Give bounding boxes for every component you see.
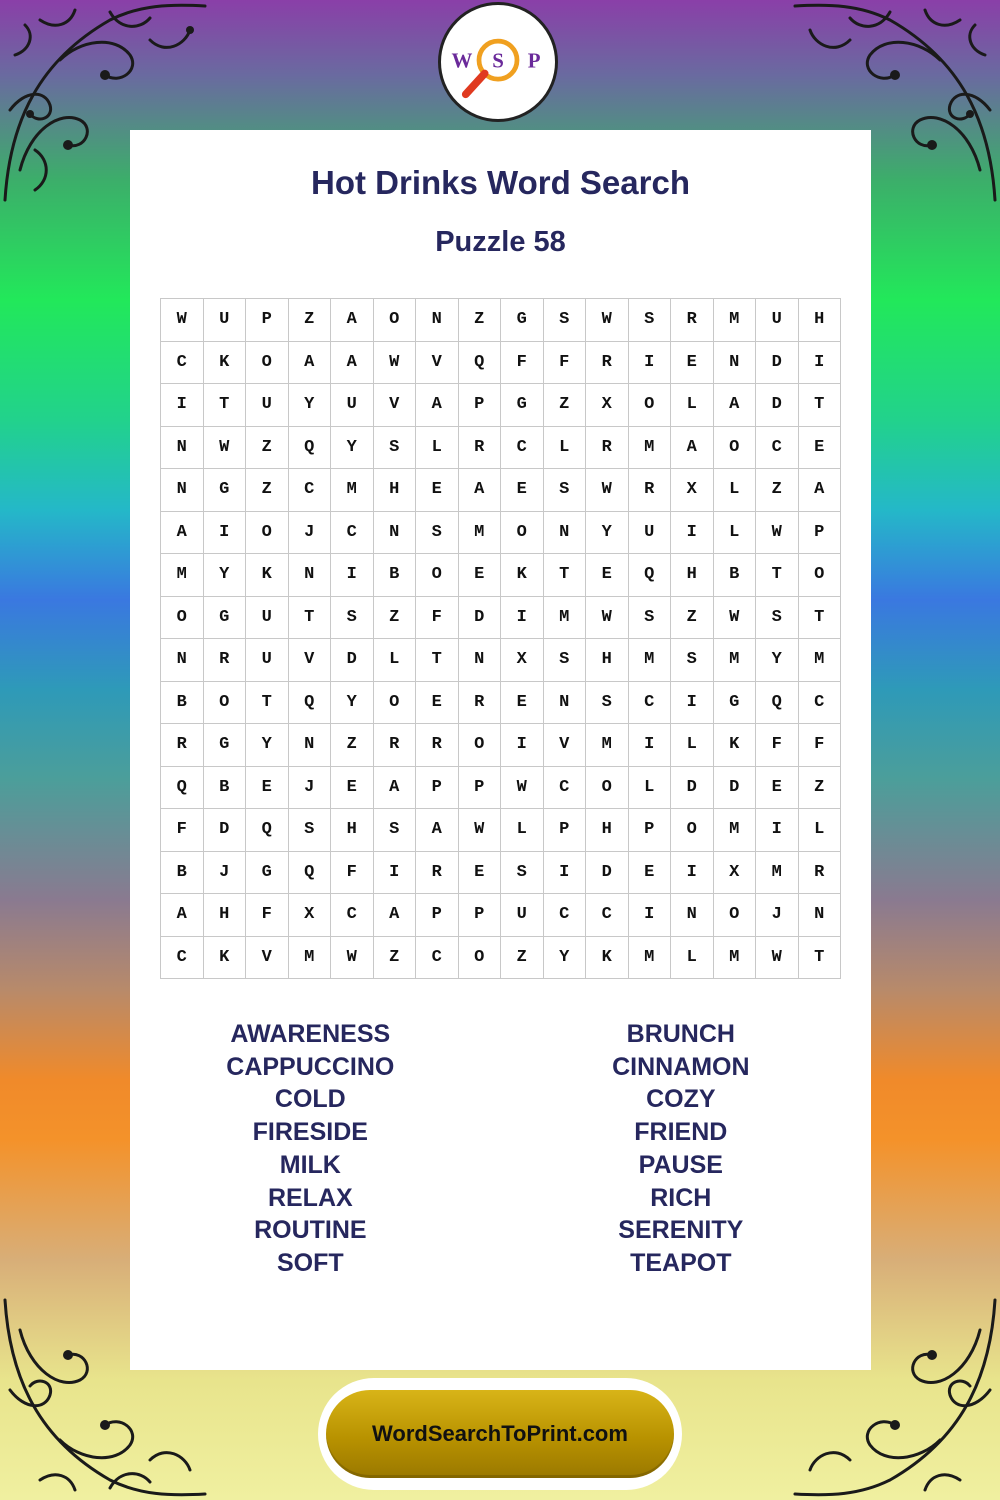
grid-cell[interactable]: N bbox=[671, 894, 714, 937]
word-item: CAPPUCCINO bbox=[226, 1052, 395, 1081]
grid-cell[interactable]: S bbox=[501, 852, 544, 895]
grid-cell[interactable]: R bbox=[204, 639, 247, 682]
grid-cell[interactable]: U bbox=[246, 639, 289, 682]
grid-cell[interactable]: C bbox=[501, 427, 544, 470]
grid-cell[interactable]: P bbox=[459, 894, 502, 937]
grid-cell[interactable]: O bbox=[459, 724, 502, 767]
grid-cell[interactable]: Y bbox=[331, 427, 374, 470]
grid-cell[interactable]: Z bbox=[544, 384, 587, 427]
grid-cell[interactable]: O bbox=[204, 682, 247, 725]
grid-cell[interactable]: Y bbox=[586, 512, 629, 555]
grid-cell[interactable]: E bbox=[586, 554, 629, 597]
grid-cell[interactable]: O bbox=[799, 554, 842, 597]
logo-letter-s: S bbox=[492, 48, 504, 73]
grid-cell[interactable]: S bbox=[289, 809, 332, 852]
grid-cell[interactable]: S bbox=[756, 597, 799, 640]
grid-cell[interactable]: Z bbox=[374, 937, 417, 980]
grid-cell[interactable]: S bbox=[331, 597, 374, 640]
grid-cell[interactable]: D bbox=[756, 384, 799, 427]
grid-cell[interactable]: L bbox=[671, 384, 714, 427]
grid-cell[interactable]: C bbox=[799, 682, 842, 725]
grid-cell[interactable]: H bbox=[586, 639, 629, 682]
grid-cell[interactable]: E bbox=[629, 852, 672, 895]
grid-cell[interactable]: N bbox=[544, 682, 587, 725]
grid-cell[interactable]: J bbox=[289, 767, 332, 810]
grid-cell[interactable]: Q bbox=[459, 342, 502, 385]
grid-cell[interactable]: Z bbox=[331, 724, 374, 767]
grid-cell[interactable]: A bbox=[671, 427, 714, 470]
word-item: RICH bbox=[650, 1183, 712, 1212]
grid-cell[interactable]: M bbox=[459, 512, 502, 555]
grid-cell[interactable]: C bbox=[586, 894, 629, 937]
grid-cell[interactable]: D bbox=[586, 852, 629, 895]
grid-cell[interactable]: M bbox=[799, 639, 842, 682]
grid-cell[interactable]: T bbox=[799, 597, 842, 640]
grid-cell[interactable]: E bbox=[671, 342, 714, 385]
grid-cell[interactable]: Y bbox=[756, 639, 799, 682]
grid-cell[interactable]: W bbox=[331, 937, 374, 980]
grid-cell[interactable]: B bbox=[161, 852, 204, 895]
word-item: COLD bbox=[274, 1085, 346, 1114]
grid-cell[interactable]: D bbox=[671, 767, 714, 810]
grid-cell[interactable]: N bbox=[289, 724, 332, 767]
word-item: FRIEND bbox=[634, 1118, 728, 1147]
grid-cell[interactable]: W bbox=[756, 937, 799, 980]
grid-cell[interactable]: I bbox=[501, 597, 544, 640]
grid-cell[interactable]: L bbox=[799, 809, 842, 852]
grid-cell[interactable]: U bbox=[756, 299, 799, 342]
grid-cell[interactable]: P bbox=[416, 767, 459, 810]
grid-cell[interactable]: C bbox=[161, 937, 204, 980]
grid-cell[interactable]: R bbox=[416, 852, 459, 895]
grid-cell[interactable]: I bbox=[629, 342, 672, 385]
magnifier-logo-icon bbox=[441, 5, 555, 119]
grid-cell[interactable]: F bbox=[161, 809, 204, 852]
grid-cell[interactable]: L bbox=[374, 639, 417, 682]
grid-cell[interactable]: M bbox=[161, 554, 204, 597]
grid-cell[interactable]: I bbox=[671, 682, 714, 725]
grid-cell[interactable]: O bbox=[246, 342, 289, 385]
grid-cell[interactable]: G bbox=[714, 682, 757, 725]
grid-cell[interactable]: P bbox=[629, 809, 672, 852]
grid-cell[interactable]: W bbox=[586, 597, 629, 640]
grid-cell[interactable]: M bbox=[289, 937, 332, 980]
logo-letter-w: W bbox=[451, 48, 473, 73]
word-item: SOFT bbox=[276, 1248, 344, 1277]
grid-cell[interactable]: M bbox=[756, 852, 799, 895]
grid-cell[interactable]: O bbox=[416, 554, 459, 597]
grid-cell[interactable]: E bbox=[331, 767, 374, 810]
grid-cell[interactable]: Z bbox=[374, 597, 417, 640]
grid-cell[interactable]: C bbox=[331, 894, 374, 937]
grid-cell[interactable]: E bbox=[756, 767, 799, 810]
grid-cell[interactable]: L bbox=[501, 809, 544, 852]
grid-cell[interactable]: H bbox=[799, 299, 842, 342]
word-item: SERENITY bbox=[618, 1216, 744, 1245]
grid-cell[interactable]: V bbox=[374, 384, 417, 427]
grid-cell[interactable]: E bbox=[459, 554, 502, 597]
grid-cell[interactable]: C bbox=[629, 682, 672, 725]
grid-cell[interactable]: C bbox=[544, 767, 587, 810]
grid-cell[interactable]: L bbox=[544, 427, 587, 470]
word-item: TEAPOT bbox=[630, 1248, 732, 1277]
grid-cell[interactable]: N bbox=[714, 342, 757, 385]
grid-cell[interactable]: Z bbox=[799, 767, 842, 810]
grid-cell[interactable]: Y bbox=[204, 554, 247, 597]
grid-cell[interactable]: L bbox=[714, 469, 757, 512]
grid-cell[interactable]: N bbox=[459, 639, 502, 682]
grid-cell[interactable]: N bbox=[544, 512, 587, 555]
grid-cell[interactable]: L bbox=[629, 767, 672, 810]
grid-cell[interactable]: D bbox=[204, 809, 247, 852]
grid-cell[interactable]: S bbox=[629, 597, 672, 640]
grid-cell[interactable]: B bbox=[714, 554, 757, 597]
grid-cell[interactable]: P bbox=[416, 894, 459, 937]
grid-cell[interactable]: C bbox=[544, 894, 587, 937]
grid-cell[interactable]: N bbox=[289, 554, 332, 597]
grid-cell[interactable]: Y bbox=[246, 724, 289, 767]
grid-cell[interactable]: P bbox=[459, 767, 502, 810]
grid-cell[interactable]: R bbox=[416, 724, 459, 767]
grid-cell[interactable]: Q bbox=[246, 809, 289, 852]
grid-cell[interactable]: K bbox=[714, 724, 757, 767]
grid-cell[interactable]: F bbox=[756, 724, 799, 767]
grid-cell[interactable]: B bbox=[204, 767, 247, 810]
grid-cell[interactable]: H bbox=[374, 469, 417, 512]
grid-cell[interactable]: A bbox=[331, 342, 374, 385]
puzzle-number: Puzzle 58 bbox=[435, 226, 566, 258]
grid-cell[interactable]: I bbox=[374, 852, 417, 895]
grid-cell[interactable]: L bbox=[416, 427, 459, 470]
grid-cell[interactable]: A bbox=[161, 894, 204, 937]
word-item: ROUTINE bbox=[254, 1216, 367, 1245]
grid-cell[interactable]: H bbox=[204, 894, 247, 937]
grid-cell[interactable]: N bbox=[416, 299, 459, 342]
grid-cell[interactable]: S bbox=[671, 639, 714, 682]
grid-cell[interactable]: E bbox=[459, 852, 502, 895]
grid-cell[interactable]: R bbox=[629, 469, 672, 512]
grid-cell[interactable]: V bbox=[246, 937, 289, 980]
grid-cell[interactable]: B bbox=[161, 682, 204, 725]
grid-cell[interactable]: M bbox=[714, 809, 757, 852]
grid-cell[interactable]: X bbox=[586, 384, 629, 427]
grid-cell[interactable]: H bbox=[331, 809, 374, 852]
grid-cell[interactable]: X bbox=[289, 894, 332, 937]
grid-cell[interactable]: C bbox=[161, 342, 204, 385]
grid-cell[interactable]: E bbox=[416, 682, 459, 725]
grid-cell[interactable]: N bbox=[374, 512, 417, 555]
grid-cell[interactable]: I bbox=[756, 809, 799, 852]
grid-cell[interactable]: Q bbox=[289, 427, 332, 470]
grid-cell[interactable]: V bbox=[289, 639, 332, 682]
grid-cell[interactable]: O bbox=[374, 299, 417, 342]
grid-cell[interactable]: K bbox=[246, 554, 289, 597]
grid-cell[interactable]: G bbox=[501, 299, 544, 342]
grid-cell[interactable]: A bbox=[416, 809, 459, 852]
grid-cell[interactable]: N bbox=[799, 894, 842, 937]
word-list bbox=[130, 1018, 871, 1280]
grid-cell[interactable]: A bbox=[289, 342, 332, 385]
site-link-button[interactable]: WordSearchToPrint.com bbox=[326, 1390, 674, 1478]
grid-cell[interactable]: T bbox=[289, 597, 332, 640]
grid-cell[interactable]: I bbox=[629, 724, 672, 767]
grid-cell[interactable]: H bbox=[671, 554, 714, 597]
grid-cell[interactable]: F bbox=[416, 597, 459, 640]
grid-cell[interactable]: G bbox=[204, 469, 247, 512]
grid-cell[interactable]: A bbox=[331, 299, 374, 342]
grid-cell[interactable]: S bbox=[416, 512, 459, 555]
grid-cell[interactable]: O bbox=[714, 894, 757, 937]
grid-cell[interactable]: F bbox=[544, 342, 587, 385]
grid-cell[interactable]: N bbox=[161, 469, 204, 512]
grid-cell[interactable]: R bbox=[586, 427, 629, 470]
grid-cell[interactable]: F bbox=[331, 852, 374, 895]
grid-cell[interactable]: S bbox=[374, 809, 417, 852]
grid-cell[interactable]: S bbox=[544, 299, 587, 342]
grid-cell[interactable]: T bbox=[756, 554, 799, 597]
grid-cell[interactable]: W bbox=[714, 597, 757, 640]
grid-cell[interactable]: W bbox=[586, 299, 629, 342]
grid-cell[interactable]: T bbox=[544, 554, 587, 597]
grid-cell[interactable]: Z bbox=[756, 469, 799, 512]
grid-cell[interactable]: L bbox=[714, 512, 757, 555]
grid-cell[interactable]: A bbox=[416, 384, 459, 427]
grid-cell[interactable]: F bbox=[799, 724, 842, 767]
grid-cell[interactable]: A bbox=[374, 894, 417, 937]
grid-cell[interactable]: F bbox=[501, 342, 544, 385]
grid-cell[interactable]: T bbox=[204, 384, 247, 427]
grid-cell[interactable]: J bbox=[289, 512, 332, 555]
grid-cell[interactable]: B bbox=[374, 554, 417, 597]
grid-cell[interactable]: X bbox=[501, 639, 544, 682]
grid-cell[interactable]: Z bbox=[501, 937, 544, 980]
grid-cell[interactable]: C bbox=[756, 427, 799, 470]
grid-cell[interactable]: P bbox=[459, 384, 502, 427]
grid-cell[interactable]: G bbox=[501, 384, 544, 427]
grid-cell[interactable]: Q bbox=[161, 767, 204, 810]
grid-cell[interactable]: U bbox=[501, 894, 544, 937]
grid-cell[interactable]: P bbox=[544, 809, 587, 852]
grid-cell[interactable]: I bbox=[501, 724, 544, 767]
grid-cell[interactable]: S bbox=[544, 469, 587, 512]
grid-cell[interactable]: V bbox=[544, 724, 587, 767]
grid-cell[interactable]: S bbox=[374, 427, 417, 470]
grid-cell[interactable]: G bbox=[204, 597, 247, 640]
grid-cell[interactable]: W bbox=[501, 767, 544, 810]
grid-cell[interactable]: O bbox=[714, 427, 757, 470]
grid-cell[interactable]: W bbox=[459, 809, 502, 852]
grid-cell[interactable]: A bbox=[799, 469, 842, 512]
grid-cell[interactable]: K bbox=[501, 554, 544, 597]
grid-cell[interactable]: P bbox=[246, 299, 289, 342]
letter-grid bbox=[160, 298, 841, 979]
grid-cell[interactable]: R bbox=[161, 724, 204, 767]
grid-cell[interactable]: K bbox=[204, 342, 247, 385]
grid-cell[interactable]: W bbox=[374, 342, 417, 385]
grid-cell[interactable]: O bbox=[161, 597, 204, 640]
grid-cell[interactable]: R bbox=[374, 724, 417, 767]
grid-cell[interactable]: N bbox=[161, 427, 204, 470]
grid-cell[interactable]: L bbox=[671, 937, 714, 980]
grid-cell[interactable]: P bbox=[799, 512, 842, 555]
grid-cell[interactable]: W bbox=[204, 427, 247, 470]
grid-cell[interactable]: N bbox=[161, 639, 204, 682]
word-list-right-column bbox=[491, 1018, 871, 1280]
grid-cell[interactable]: W bbox=[756, 512, 799, 555]
word-item: FIRESIDE bbox=[252, 1118, 368, 1147]
grid-cell[interactable]: G bbox=[246, 852, 289, 895]
grid-cell[interactable]: A bbox=[161, 512, 204, 555]
grid-cell[interactable]: M bbox=[629, 427, 672, 470]
grid-cell[interactable]: Z bbox=[246, 427, 289, 470]
grid-cell[interactable]: Q bbox=[756, 682, 799, 725]
grid-cell[interactable]: U bbox=[246, 384, 289, 427]
grid-cell[interactable]: O bbox=[671, 809, 714, 852]
grid-cell[interactable]: T bbox=[799, 937, 842, 980]
puzzle-sheet bbox=[130, 130, 871, 1370]
grid-cell[interactable]: U bbox=[204, 299, 247, 342]
grid-cell[interactable]: E bbox=[501, 682, 544, 725]
word-item: CINNAMON bbox=[612, 1052, 750, 1081]
word-item: BRUNCH bbox=[626, 1020, 735, 1048]
word-item: MILK bbox=[279, 1150, 341, 1179]
logo-letter-p: P bbox=[527, 48, 541, 73]
grid-cell[interactable]: M bbox=[714, 299, 757, 342]
grid-cell[interactable]: Y bbox=[331, 682, 374, 725]
grid-cell[interactable]: O bbox=[629, 384, 672, 427]
word-item: PAUSE bbox=[638, 1150, 723, 1179]
grid-cell[interactable]: M bbox=[629, 639, 672, 682]
grid-cell[interactable]: I bbox=[799, 342, 842, 385]
grid-cell[interactable]: G bbox=[204, 724, 247, 767]
word-item: COZY bbox=[646, 1085, 716, 1114]
grid-cell[interactable]: I bbox=[544, 852, 587, 895]
grid-cell[interactable]: Y bbox=[544, 937, 587, 980]
grid-cell[interactable]: T bbox=[799, 384, 842, 427]
grid-cell[interactable]: E bbox=[416, 469, 459, 512]
grid-cell[interactable]: V bbox=[416, 342, 459, 385]
grid-cell[interactable]: C bbox=[416, 937, 459, 980]
puzzle-title: Hot Drinks Word Search bbox=[311, 164, 690, 201]
grid-cell[interactable]: F bbox=[246, 894, 289, 937]
grid-cell[interactable]: R bbox=[586, 342, 629, 385]
grid-cell[interactable]: S bbox=[629, 299, 672, 342]
grid-cell[interactable]: R bbox=[671, 299, 714, 342]
grid-cell[interactable]: C bbox=[331, 512, 374, 555]
grid-cell[interactable]: A bbox=[374, 767, 417, 810]
grid-cell[interactable]: T bbox=[246, 682, 289, 725]
grid-cell[interactable]: Y bbox=[289, 384, 332, 427]
grid-cell[interactable]: X bbox=[714, 852, 757, 895]
grid-cell[interactable]: U bbox=[629, 512, 672, 555]
grid-cell[interactable]: Q bbox=[289, 852, 332, 895]
grid-cell[interactable]: O bbox=[501, 512, 544, 555]
grid-cell[interactable]: R bbox=[459, 427, 502, 470]
grid-cell[interactable]: M bbox=[714, 937, 757, 980]
grid-cell[interactable]: D bbox=[331, 639, 374, 682]
grid-cell[interactable]: I bbox=[671, 852, 714, 895]
grid-cell[interactable]: O bbox=[586, 767, 629, 810]
grid-cell[interactable]: Q bbox=[289, 682, 332, 725]
grid-cell[interactable]: M bbox=[629, 937, 672, 980]
grid-cell[interactable]: C bbox=[289, 469, 332, 512]
grid-cell[interactable]: H bbox=[586, 809, 629, 852]
grid-cell[interactable]: W bbox=[161, 299, 204, 342]
grid-cell[interactable]: K bbox=[586, 937, 629, 980]
grid-cell[interactable]: S bbox=[586, 682, 629, 725]
site-logo[interactable] bbox=[438, 2, 558, 122]
grid-cell[interactable]: M bbox=[544, 597, 587, 640]
word-item: AWARENESS bbox=[230, 1020, 391, 1048]
grid-cell[interactable]: Q bbox=[629, 554, 672, 597]
word-list-left-column bbox=[130, 1018, 491, 1280]
grid-cell[interactable]: D bbox=[756, 342, 799, 385]
site-button-frame bbox=[318, 1378, 682, 1490]
grid-cell[interactable]: D bbox=[714, 767, 757, 810]
grid-cell[interactable]: M bbox=[586, 724, 629, 767]
grid-cell[interactable]: O bbox=[459, 937, 502, 980]
grid-cell[interactable]: Z bbox=[289, 299, 332, 342]
grid-cell[interactable]: J bbox=[204, 852, 247, 895]
grid-cell[interactable]: E bbox=[501, 469, 544, 512]
grid-cell[interactable]: S bbox=[544, 639, 587, 682]
grid-cell[interactable]: Z bbox=[459, 299, 502, 342]
grid-cell[interactable]: I bbox=[161, 384, 204, 427]
grid-cell[interactable]: I bbox=[671, 512, 714, 555]
word-item: RELAX bbox=[267, 1183, 353, 1212]
grid-cell[interactable]: X bbox=[671, 469, 714, 512]
grid-cell[interactable]: I bbox=[331, 554, 374, 597]
grid-cell[interactable]: M bbox=[714, 639, 757, 682]
grid-cell[interactable]: I bbox=[629, 894, 672, 937]
grid-cell[interactable]: K bbox=[204, 937, 247, 980]
grid-cell[interactable]: I bbox=[204, 512, 247, 555]
grid-cell[interactable]: O bbox=[374, 682, 417, 725]
grid-cell[interactable]: L bbox=[671, 724, 714, 767]
grid-cell[interactable]: Z bbox=[671, 597, 714, 640]
grid-cell[interactable]: J bbox=[756, 894, 799, 937]
grid-cell[interactable]: U bbox=[331, 384, 374, 427]
grid-cell[interactable]: U bbox=[246, 597, 289, 640]
grid-cell[interactable]: M bbox=[331, 469, 374, 512]
grid-cell[interactable]: D bbox=[459, 597, 502, 640]
grid-cell[interactable]: W bbox=[586, 469, 629, 512]
grid-cell[interactable]: R bbox=[799, 852, 842, 895]
grid-cell[interactable]: Z bbox=[246, 469, 289, 512]
grid-cell[interactable]: A bbox=[714, 384, 757, 427]
grid-cell[interactable]: A bbox=[459, 469, 502, 512]
grid-cell[interactable]: R bbox=[459, 682, 502, 725]
grid-cell[interactable]: O bbox=[246, 512, 289, 555]
grid-cell[interactable]: T bbox=[416, 639, 459, 682]
grid-cell[interactable]: E bbox=[799, 427, 842, 470]
grid-cell[interactable]: E bbox=[246, 767, 289, 810]
